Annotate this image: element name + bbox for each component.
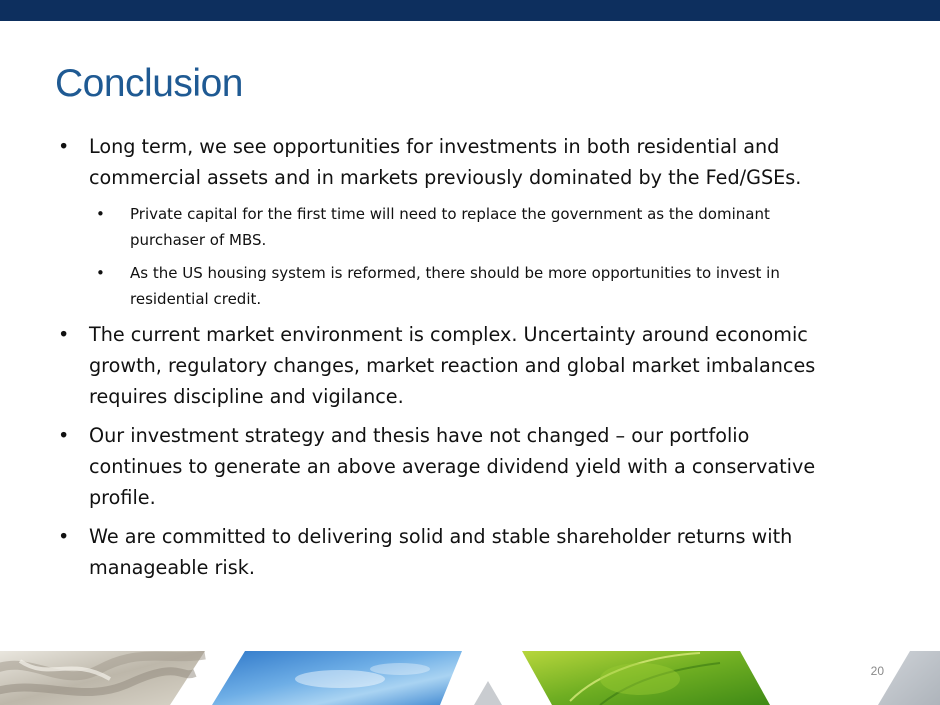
- bullet-icon: •: [96, 205, 105, 223]
- bullet-icon: •: [58, 323, 70, 346]
- top-accent-bar: [0, 0, 940, 21]
- bullet-text: The current market environment is complex. Uncertainty around economic growth, regulatory changes, market reaction and global market imbalances requires discipline and vigilance.: [89, 323, 816, 408]
- bullet-icon: •: [58, 525, 70, 548]
- slide-title: Conclusion: [55, 62, 243, 105]
- leaf-image: [522, 651, 770, 705]
- bullet-text: We are committed to delivering solid and stable shareholder returns with manageable risk.: [89, 525, 793, 579]
- sub-bullet-list: [58, 201, 828, 312]
- sub-bullet-item: [89, 201, 820, 253]
- bullet-text: Long term, we see opportunities for investments in both residential and commercial assets and in markets previously dominated by the Fed/GSEs.: [89, 135, 802, 189]
- rope-image: [0, 651, 205, 705]
- bullet-text: Our investment strategy and thesis have not changed – our portfolio continues to generate an above average dividend yield with a conservative profile.: [89, 424, 816, 509]
- bullet-item: [58, 131, 828, 193]
- grey-corner-shape: [878, 651, 940, 705]
- bullet-item: [58, 420, 828, 513]
- sky-image: [212, 651, 462, 705]
- bullet-icon: •: [58, 424, 70, 447]
- bullet-item: [58, 319, 828, 412]
- grey-triangle: [474, 681, 502, 705]
- page-number: 20: [870, 664, 884, 678]
- sub-bullet-item: [89, 260, 820, 312]
- bullet-icon: •: [58, 135, 70, 158]
- sub-bullet-text: As the US housing system is reformed, there should be more opportunities to invest in residential credit.: [130, 264, 780, 308]
- bullet-icon: •: [96, 264, 105, 282]
- bullet-item: [58, 521, 828, 583]
- bullet-list: [58, 131, 828, 591]
- sub-bullet-text: Private capital for the first time will need to replace the government as the dominant purchaser of MBS.: [130, 205, 770, 249]
- footer-image-strip: [0, 651, 940, 705]
